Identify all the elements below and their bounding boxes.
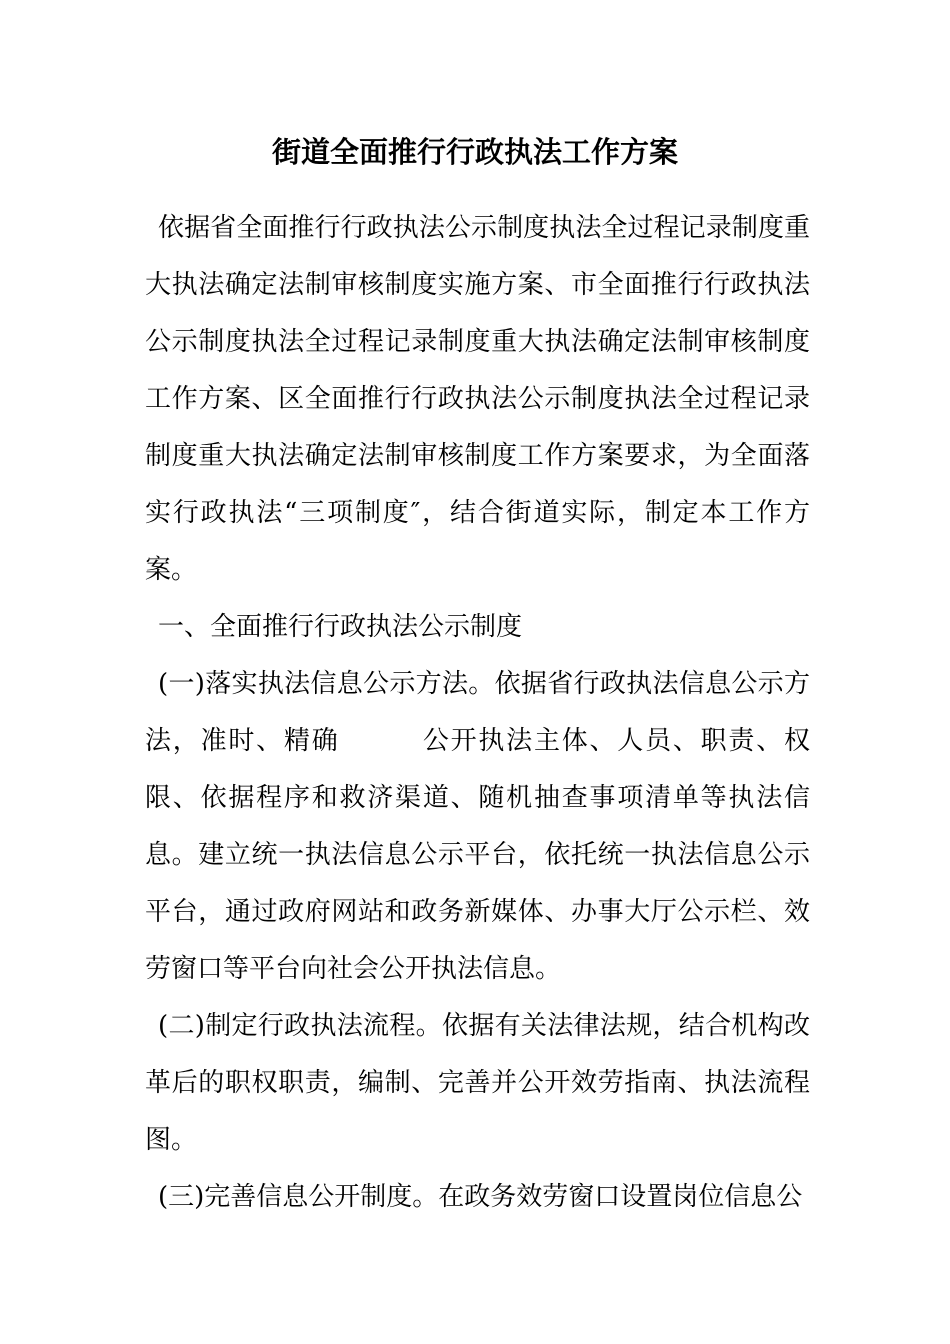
- paragraph-1-1: (一)落实执法信息公示方法。依据省行政执法信息公示方法，准时、精确 公开执法主体、人员、职责、权限、依据程序和救济渠道、随机抽查事项清单等执法信息。建立统一执法信息公示平台，依托统一执法信息公示平台，通过政府网站和政务新媒体、办事大厅公示栏、效劳窗口等平台向社会公开执法信息。: [145, 669, 810, 984]
- document-body: [145, 200, 810, 1226]
- paragraph-intro: 依据省全面推行行政执法公示制度执法全过程记录制度重大执法确定法制审核制度实施方案、市全面推行行政执法公示制度执法全过程记录制度重大执法确定法制审核制度工作方案、区全面推行行政执法公示制度执法全过程记录制度重大执法确定法制审核制度工作方案要求，为全面落实行政执法“三项制度″，结合街道实际，制定本工作方案。: [145, 213, 810, 585]
- document-title: 街道全面推行行政执法工作方案: [271, 135, 678, 169]
- paragraph-1-2: (二)制定行政执法流程。依据有关法律法规，结合机构改革后的职权职责，编制、完善并公开效劳指南、执法流程图。: [145, 1011, 810, 1155]
- section-heading-1: 一、全面推行行政执法公示制度: [158, 612, 523, 642]
- paragraph-1-3: (三)完善信息公开制度。在政务效劳窗口设置岗位信息公: [158, 1182, 803, 1212]
